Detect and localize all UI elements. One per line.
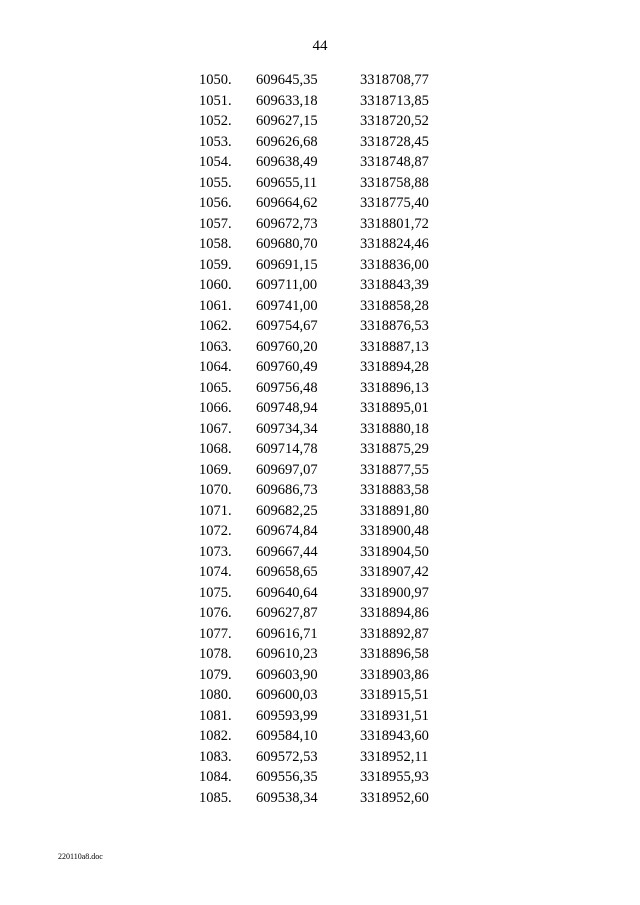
table-row <box>0 357 640 378</box>
y-coordinate: 3318875,29 <box>360 441 429 457</box>
x-coordinate: 609633,18 <box>256 92 318 109</box>
x-coordinate: 609756,48 <box>256 379 318 396</box>
x-coordinate: 609664,62 <box>256 195 318 211</box>
x-coordinate: 609627,15 <box>256 113 318 129</box>
x-coordinate: 609655,11 <box>256 174 318 191</box>
row-number: 1078. <box>199 646 232 662</box>
table-row <box>0 521 640 542</box>
y-coordinate: 3318903,86 <box>360 666 429 683</box>
row-number: 1059. <box>199 256 232 273</box>
x-coordinate: 609760,20 <box>256 338 318 355</box>
y-coordinate: 3318880,18 <box>360 420 429 437</box>
table-row <box>0 624 640 645</box>
row-number: 1057. <box>199 215 232 232</box>
table-row <box>0 70 640 91</box>
y-coordinate: 3318720,52 <box>360 113 429 129</box>
x-coordinate: 609658,65 <box>256 564 318 580</box>
y-coordinate: 3318708,77 <box>360 72 429 88</box>
row-number: 1054. <box>199 154 232 170</box>
x-coordinate: 609610,23 <box>256 646 318 662</box>
row-number: 1072. <box>199 523 232 539</box>
row-number: 1067. <box>199 420 232 437</box>
table-row <box>0 398 640 419</box>
y-coordinate: 3318883,58 <box>360 482 429 498</box>
table-row <box>0 788 640 809</box>
row-number: 1065. <box>199 379 232 396</box>
y-coordinate: 3318896,13 <box>360 379 429 396</box>
y-coordinate: 3318915,51 <box>360 687 429 703</box>
y-coordinate: 3318876,53 <box>360 318 429 334</box>
y-coordinate: 3318758,88 <box>360 174 429 191</box>
table-row <box>0 152 640 173</box>
x-coordinate: 609741,00 <box>256 297 318 314</box>
table-row <box>0 255 640 276</box>
y-coordinate: 3318836,00 <box>360 256 429 273</box>
table-row <box>0 275 640 296</box>
y-coordinate: 3318894,28 <box>360 359 429 375</box>
footer-filename: 220110a8.doc <box>58 852 103 861</box>
x-coordinate: 609638,49 <box>256 154 318 170</box>
coordinate-table <box>0 70 640 808</box>
row-number: 1063. <box>199 338 232 355</box>
x-coordinate: 609748,94 <box>256 400 318 416</box>
table-row <box>0 603 640 624</box>
y-coordinate: 3318943,60 <box>360 728 429 744</box>
row-number: 1051. <box>199 92 232 109</box>
x-coordinate: 609682,25 <box>256 502 318 519</box>
y-coordinate: 3318894,86 <box>360 605 429 621</box>
row-number: 1060. <box>199 277 232 293</box>
row-number: 1079. <box>199 666 232 683</box>
table-row <box>0 91 640 112</box>
y-coordinate: 3318892,87 <box>360 625 429 642</box>
row-number: 1080. <box>199 687 232 703</box>
table-row <box>0 562 640 583</box>
table-row <box>0 378 640 399</box>
x-coordinate: 609538,34 <box>256 789 318 806</box>
row-number: 1069. <box>199 461 232 478</box>
y-coordinate: 3318900,97 <box>360 584 429 601</box>
table-row <box>0 296 640 317</box>
x-coordinate: 609680,70 <box>256 236 318 252</box>
x-coordinate: 609584,10 <box>256 728 318 744</box>
y-coordinate: 3318907,42 <box>360 564 429 580</box>
row-number: 1064. <box>199 359 232 375</box>
y-coordinate: 3318858,28 <box>360 297 429 314</box>
y-coordinate: 3318896,58 <box>360 646 429 662</box>
row-number: 1076. <box>199 605 232 621</box>
table-row <box>0 644 640 665</box>
y-coordinate: 3318931,51 <box>360 707 429 724</box>
row-number: 1066. <box>199 400 232 416</box>
table-row <box>0 460 640 481</box>
x-coordinate: 609667,44 <box>256 543 318 560</box>
table-row <box>0 480 640 501</box>
table-row <box>0 501 640 522</box>
y-coordinate: 3318887,13 <box>360 338 429 355</box>
table-row <box>0 419 640 440</box>
x-coordinate: 609603,90 <box>256 666 318 683</box>
x-coordinate: 609616,71 <box>256 625 318 642</box>
table-row <box>0 111 640 132</box>
x-coordinate: 609600,03 <box>256 687 318 703</box>
x-coordinate: 609645,35 <box>256 72 318 88</box>
y-coordinate: 3318713,85 <box>360 92 429 109</box>
table-row <box>0 214 640 235</box>
y-coordinate: 3318877,55 <box>360 461 429 478</box>
y-coordinate: 3318843,39 <box>360 277 429 293</box>
row-number: 1052. <box>199 113 232 129</box>
row-number: 1081. <box>199 707 232 724</box>
y-coordinate: 3318748,87 <box>360 154 429 170</box>
row-number: 1071. <box>199 502 232 519</box>
y-coordinate: 3318801,72 <box>360 215 429 232</box>
row-number: 1085. <box>199 789 232 806</box>
x-coordinate: 609714,78 <box>256 441 318 457</box>
x-coordinate: 609760,49 <box>256 359 318 375</box>
row-number: 1062. <box>199 318 232 334</box>
x-coordinate: 609711,00 <box>256 277 318 293</box>
x-coordinate: 609697,07 <box>256 461 318 478</box>
row-number: 1073. <box>199 543 232 560</box>
table-row <box>0 685 640 706</box>
row-number: 1055. <box>199 174 232 191</box>
y-coordinate: 3318895,01 <box>360 400 429 416</box>
row-number: 1082. <box>199 728 232 744</box>
row-number: 1075. <box>199 584 232 601</box>
row-number: 1050. <box>199 72 232 88</box>
table-row <box>0 337 640 358</box>
y-coordinate: 3318952,11 <box>360 748 429 765</box>
table-row <box>0 132 640 153</box>
row-number: 1061. <box>199 297 232 314</box>
table-row <box>0 747 640 768</box>
x-coordinate: 609691,15 <box>256 256 318 273</box>
table-row <box>0 439 640 460</box>
table-row <box>0 665 640 686</box>
x-coordinate: 609627,87 <box>256 605 318 621</box>
y-coordinate: 3318952,60 <box>360 789 429 806</box>
table-row <box>0 193 640 214</box>
row-number: 1070. <box>199 482 232 498</box>
row-number: 1056. <box>199 195 232 211</box>
table-row <box>0 767 640 788</box>
y-coordinate: 3318824,46 <box>360 236 429 252</box>
table-row <box>0 316 640 337</box>
y-coordinate: 3318900,48 <box>360 523 429 539</box>
table-row <box>0 173 640 194</box>
page-number: 44 <box>312 38 328 54</box>
y-coordinate: 3318728,45 <box>360 133 429 150</box>
x-coordinate: 609754,67 <box>256 318 318 334</box>
row-number: 1077. <box>199 625 232 642</box>
y-coordinate: 3318904,50 <box>360 543 429 560</box>
table-row <box>0 583 640 604</box>
y-coordinate: 3318775,40 <box>360 195 429 211</box>
table-row <box>0 234 640 255</box>
x-coordinate: 609626,68 <box>256 133 318 150</box>
row-number: 1053. <box>199 133 232 150</box>
x-coordinate: 609556,35 <box>256 769 318 785</box>
row-number: 1058. <box>199 236 232 252</box>
row-number: 1068. <box>199 441 232 457</box>
row-number: 1074. <box>199 564 232 580</box>
row-number: 1083. <box>199 748 232 765</box>
x-coordinate: 609674,84 <box>256 523 318 539</box>
table-row <box>0 726 640 747</box>
row-number: 1084. <box>199 769 232 785</box>
y-coordinate: 3318891,80 <box>360 502 429 519</box>
x-coordinate: 609734,34 <box>256 420 318 437</box>
x-coordinate: 609672,73 <box>256 215 318 232</box>
table-row <box>0 706 640 727</box>
x-coordinate: 609640,64 <box>256 584 318 601</box>
x-coordinate: 609572,53 <box>256 748 318 765</box>
y-coordinate: 3318955,93 <box>360 769 429 785</box>
table-row <box>0 542 640 563</box>
x-coordinate: 609593,99 <box>256 707 318 724</box>
x-coordinate: 609686,73 <box>256 482 318 498</box>
